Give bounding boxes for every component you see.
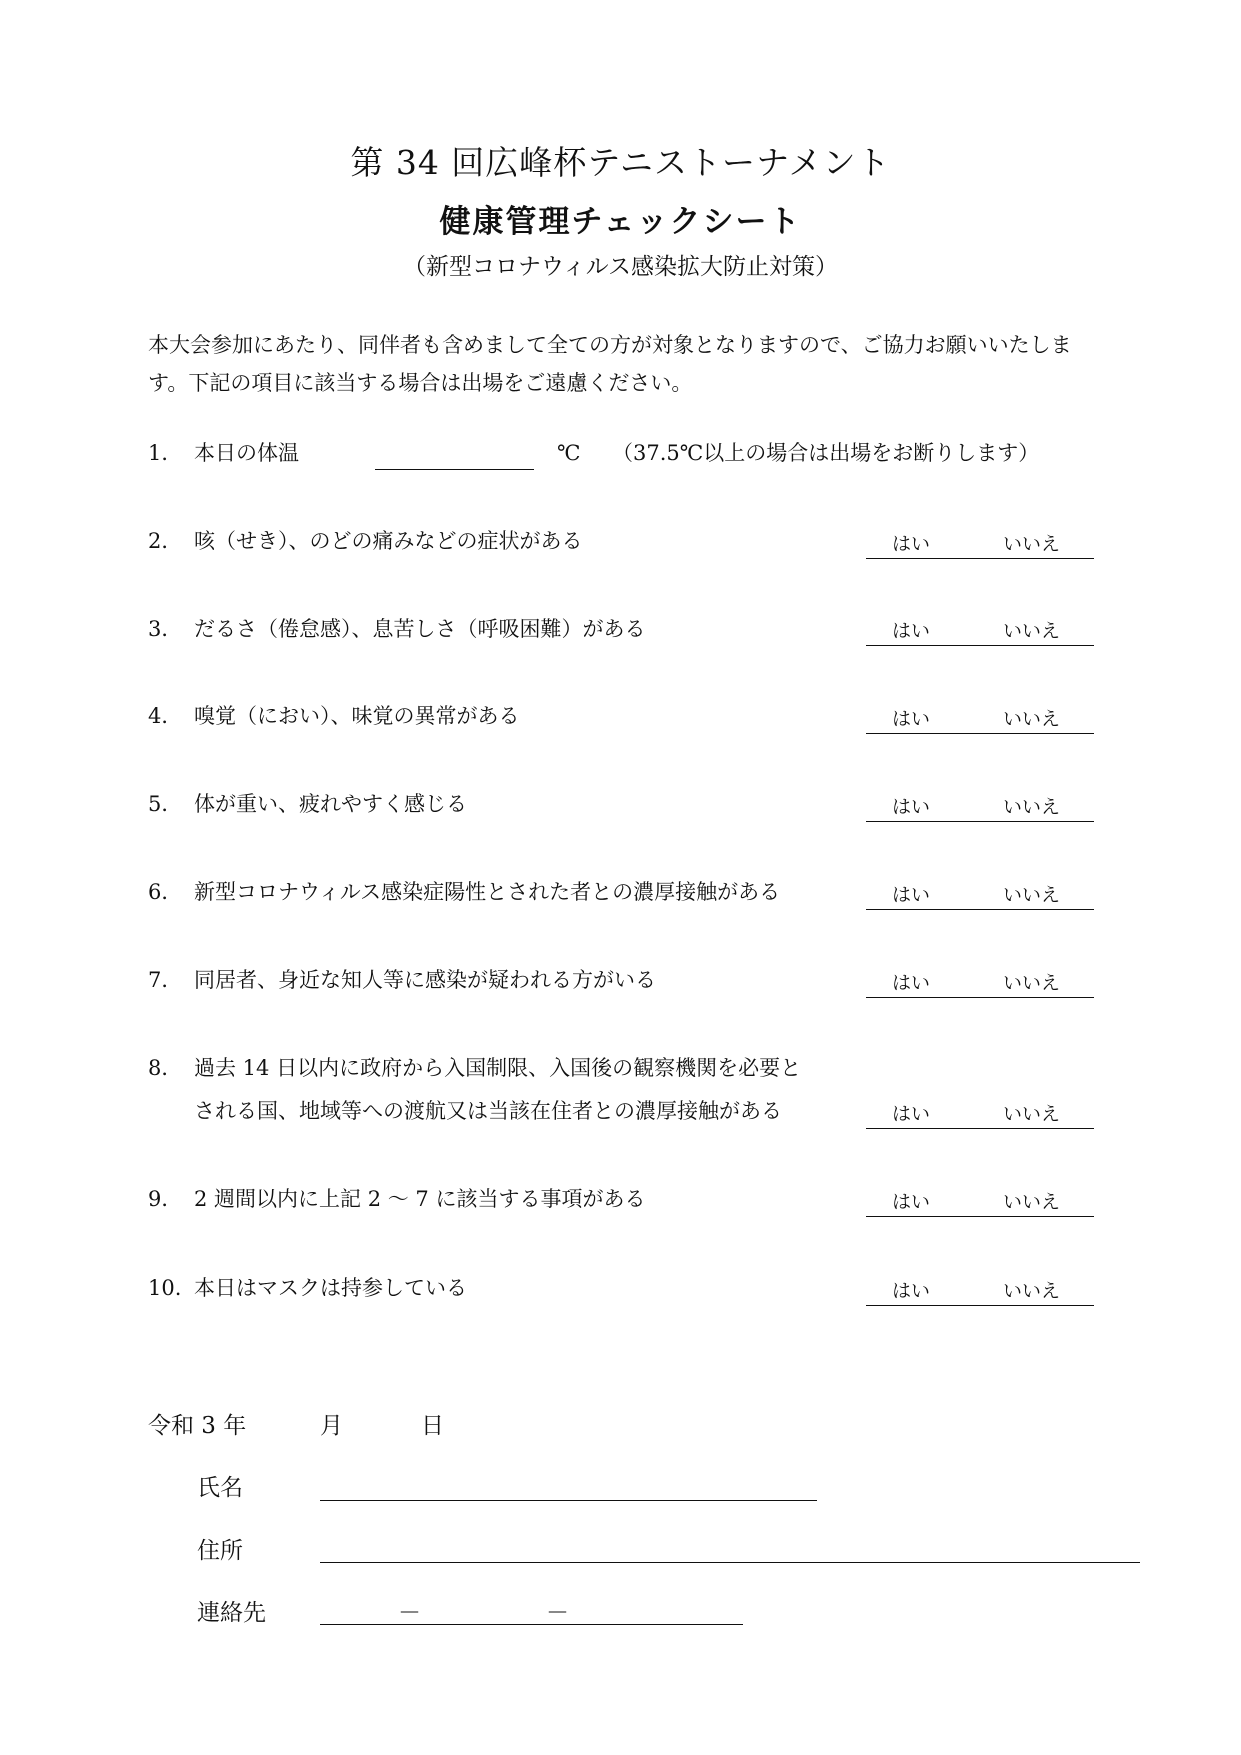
no-option[interactable]: いいえ	[1003, 1103, 1061, 1125]
name-field[interactable]	[320, 1470, 817, 1501]
yes-option[interactable]: はい	[892, 708, 931, 730]
no-option[interactable]: いいえ	[1003, 1191, 1061, 1213]
no-option[interactable]: いいえ	[1003, 1280, 1061, 1302]
question-text: 咳（せき）、のどの痛みなどの症状がある	[194, 529, 583, 553]
answer-field-10	[866, 1277, 1094, 1306]
answer-field-6	[866, 881, 1094, 910]
intro-paragraph	[148, 326, 1148, 402]
question-4	[148, 695, 520, 737]
question-text: 2 週間以内に上記 2 〜 7 に該当する事項がある	[194, 1187, 646, 1211]
answer-field-9	[866, 1188, 1094, 1217]
temperature-input[interactable]	[375, 445, 534, 470]
contact-label: 連絡先	[197, 1600, 266, 1626]
question-text: 本日はマスクは持参している	[194, 1276, 467, 1300]
temperature-unit: ℃	[557, 441, 581, 465]
yes-option[interactable]: はい	[892, 533, 931, 555]
question-6	[148, 871, 780, 913]
name-label: 氏名	[197, 1475, 243, 1501]
contact-field[interactable]	[320, 1594, 743, 1625]
intro-line-1: 本大会参加にあたり、同伴者も含めまして全ての方が対象となりますので、ご協力お願いいたしま	[148, 333, 1072, 357]
contact-dash-2: －	[546, 1600, 569, 1626]
no-option[interactable]: いいえ	[1003, 796, 1061, 818]
yes-option[interactable]: はい	[892, 620, 931, 642]
question-7	[148, 959, 656, 1001]
question-number: 5．	[148, 792, 183, 816]
contact-dash-1: －	[398, 1600, 421, 1626]
yes-option[interactable]: はい	[892, 796, 931, 818]
answer-field-2	[866, 530, 1094, 559]
question-5	[148, 783, 467, 825]
page-note: （新型コロナウィルス感染拡大防止対策）	[403, 254, 838, 280]
question-number: 3．	[148, 617, 183, 641]
no-option[interactable]: いいえ	[1003, 884, 1061, 906]
yes-option[interactable]: はい	[892, 1191, 931, 1213]
date-day: 日	[421, 1413, 444, 1439]
question-number: 10.	[148, 1276, 182, 1300]
question-2	[148, 520, 583, 562]
question-number: 8．	[148, 1056, 183, 1080]
answer-field-4	[866, 705, 1094, 734]
question-temperature	[148, 432, 299, 474]
page-title: 第 34 回広峰杯テニストーナメント	[350, 143, 891, 182]
date-month: 月	[320, 1413, 343, 1439]
question-10	[148, 1267, 467, 1309]
no-option[interactable]: いいえ	[1003, 972, 1061, 994]
yes-option[interactable]: はい	[892, 972, 931, 994]
address-field[interactable]	[320, 1532, 1140, 1563]
question-text: 同居者、身近な知人等に感染が疑われる方がいる	[194, 968, 656, 992]
question-9	[148, 1178, 645, 1220]
temperature-note: （37.5℃以上の場合は出場をお断りします）	[612, 441, 1040, 465]
question-number: 2．	[148, 529, 183, 553]
question-number: 9．	[148, 1187, 183, 1211]
page-subtitle: 健康管理チェックシート	[439, 204, 802, 240]
question-text: 嗅覚（におい）、味覚の異常がある	[194, 704, 520, 728]
answer-field-5	[866, 793, 1094, 822]
yes-option[interactable]: はい	[892, 884, 931, 906]
answer-field-8	[866, 1100, 1094, 1129]
answer-field-3	[866, 617, 1094, 646]
yes-option[interactable]: はい	[892, 1280, 931, 1302]
question-number: 7．	[148, 968, 183, 992]
date-era: 令和 3 年	[148, 1413, 247, 1439]
question-text: 体が重い、疲れやすく感じる	[194, 792, 467, 816]
question-number: 6．	[148, 880, 183, 904]
question-8	[148, 1047, 801, 1089]
question-text: 新型コロナウィルス感染症陽性とされた者との濃厚接触がある	[194, 880, 781, 904]
no-option[interactable]: いいえ	[1003, 620, 1061, 642]
question-text: 本日の体温	[194, 441, 299, 465]
question-text: だるさ（倦怠感）、息苦しさ（呼吸困難）がある	[194, 617, 646, 641]
question-3	[148, 608, 646, 650]
intro-line-2: す。下記の項目に該当する場合は出場をご遠慮ください。	[148, 371, 693, 395]
answer-field-7	[866, 969, 1094, 998]
no-option[interactable]: いいえ	[1003, 533, 1061, 555]
question-8-line-2: される国、地域等への渡航又は当該在住者との濃厚接触がある	[194, 1099, 782, 1123]
question-text: 過去 14 日以内に政府から入国制限、入国後の観察機関を必要と	[194, 1056, 802, 1080]
question-number: 4．	[148, 704, 183, 728]
address-label: 住所	[197, 1538, 243, 1564]
yes-option[interactable]: はい	[892, 1103, 931, 1125]
question-number: 1．	[148, 441, 183, 465]
no-option[interactable]: いいえ	[1003, 708, 1061, 730]
